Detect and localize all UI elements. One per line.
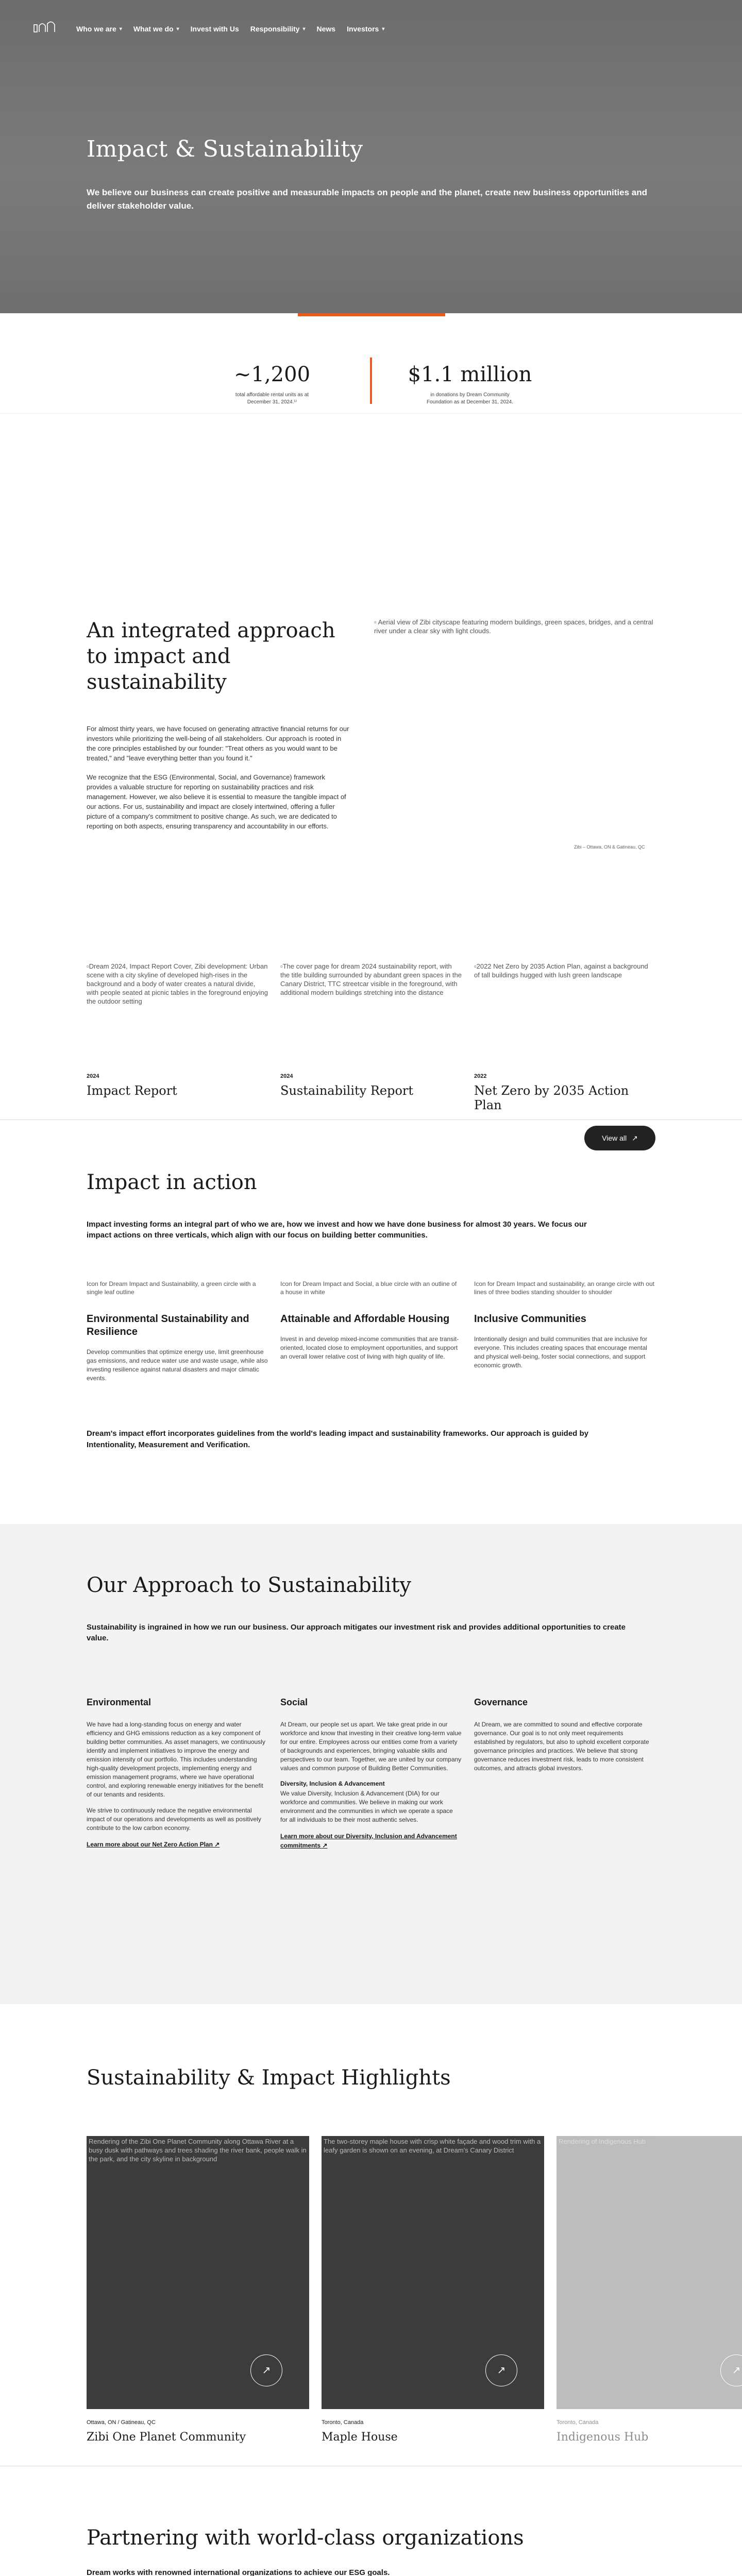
view-all-label: View all: [602, 1134, 627, 1142]
hero-content: [0, 57, 742, 213]
nav-item-investors[interactable]: [347, 25, 384, 33]
image-alt-text: Icon for Dream Impact and sustainability, an orange circle with out lines of three bodies standing shoulder to shoulder: [474, 1280, 654, 1296]
report-card-sustainability[interactable]: [280, 962, 462, 1112]
leaf-icon: [87, 1280, 268, 1302]
net-zero-link[interactable]: [87, 1841, 220, 1848]
column-heading: Environmental: [87, 1697, 151, 1707]
paragraph: For almost thirty years, we have focused on generating attractive financial returns for our investors while prioritizing the well-being of all stakeholders. Our approach is rooted in the core principles established by our founder: "Treat others as you would want to be treated," and "leave everything better than you found it.": [87, 725, 349, 762]
report-image: [474, 962, 655, 1058]
link-label: Learn more about our Diversity, Inclusion and Advancement commitments: [280, 1833, 457, 1849]
stats-row: [0, 363, 742, 406]
highlight-card-zibi[interactable]: [87, 2136, 309, 2444]
accent-bar: [298, 313, 445, 316]
arrow-up-right-icon[interactable]: ↗: [485, 2354, 517, 2386]
approach-columns: [87, 1697, 655, 1850]
highlight-name: Maple House: [322, 2431, 398, 2444]
hero-section: [0, 0, 742, 313]
highlight-image: [556, 2136, 742, 2409]
approach-social: [280, 1697, 462, 1850]
report-card-impact[interactable]: [87, 962, 268, 1112]
arrow-up-right-icon[interactable]: ↗: [250, 2354, 282, 2386]
external-link-icon: ↗: [322, 1842, 328, 1849]
stat-donations: [393, 363, 547, 406]
image-alt-text: Rendering of Indigenous Hub: [559, 2138, 646, 2145]
image-alt-text: Aerial view of Zibi cityscape featuring modern buildings, green spaces, bridges, and a central river under a clear sky with light clouds.: [374, 618, 653, 635]
image-alt-text: Icon for Dream Impact and Sustainability, a green circle with a single leaf outline: [87, 1280, 256, 1296]
integrated-approach-section: [0, 414, 742, 1142]
nav-item-responsibility[interactable]: [250, 25, 306, 33]
arrow-up-right-icon: ↗: [632, 1133, 638, 1142]
highlight-location: Toronto, Canada: [556, 2419, 599, 2426]
image-alt-text: Icon for Dream Impact and Social, a blue circle with an outline of a house in white: [280, 1280, 457, 1296]
highlights-carousel: [87, 2136, 742, 2444]
report-image: [87, 962, 268, 1058]
report-image: [280, 962, 462, 1058]
highlights-section: [0, 2004, 742, 2466]
report-year: 2024: [87, 1073, 99, 1079]
highlight-image: [322, 2136, 544, 2409]
image-alt-text: 2022 Net Zero by 2035 Action Plan, against a background of tall buildings hugged with lush green landscape: [474, 962, 648, 979]
image-alt-text: The cover page for dream 2024 sustainability report, with the title building surrounded by abundant green spaces in the Canary District, TTC streetcar visible in the foreground, with additional modern buildings stretching into the distance: [280, 962, 462, 996]
broken-image-icon: ▫: [87, 962, 89, 970]
paragraph: At Dream, we are committed to sound and effective corporate governance. Our goal is to not only meet requirements established by regulators, but also to uphold excellent corporate governance principles and practices. We believe that strong governance reduces investment risk, leads to more consistent outcomes, and attracts global investors.: [474, 1721, 649, 1772]
stat-affordable-units: [195, 363, 349, 406]
stat-value: ~1,200: [233, 363, 311, 386]
nav-item-news[interactable]: [317, 25, 336, 33]
nav-item-label: News: [316, 25, 336, 33]
stat-value: $1.1 million: [408, 363, 532, 386]
stat-divider: [370, 358, 372, 404]
chevron-down-icon: ▾: [176, 26, 179, 32]
nav-item-invest-with-us[interactable]: [191, 25, 239, 33]
nav-item-who-we-are[interactable]: [76, 25, 122, 33]
pillar-title: Environmental Sustainability and Resilience: [87, 1313, 249, 1337]
dia-link[interactable]: [280, 1833, 457, 1849]
highlight-name: Indigenous Hub: [556, 2431, 649, 2444]
stat-caption: total affordable rental units as at December 31, 2024.¹⁾: [235, 392, 309, 405]
page-title: Impact & Sustainability: [87, 136, 363, 162]
paragraph: We have had a long-standing focus on energy and water efficiency and GHG emissions reduction as a key component of building better communities. As asset managers, we continuously identify and implement initiatives to improve the energy and emission intensity of our portfolio. This includes understanding high-quality development projects, implementing energy and emission management programs, where we have operational control, and exploring renewable energy initiatives for the benefit of our tenants and residents.: [87, 1721, 265, 1798]
house-icon: [280, 1280, 462, 1302]
paragraph: We strive to continuously reduce the negative environmental impact of our operations and developments as well as positively contribute to the low carbon economy.: [87, 1807, 261, 1832]
nav-item-label: What we do: [133, 25, 174, 33]
pillar-housing: [280, 1280, 462, 1383]
pillar-text: Develop communities that optimize energy use, limit greenhouse gas emissions, and reduce water use and waste usage, while also investing resilience against natural disasters and major climatic events.: [87, 1348, 268, 1382]
nav-item-label: Investors: [347, 25, 379, 33]
section-lead: Impact investing forms an integral part of who we are, how we invest and how we have done business for almost 30 years. We focus our impact actions on three verticals, which align with our focus on building better communities.: [87, 1220, 587, 1240]
reports-row: [87, 962, 655, 1112]
column-heading: Social: [280, 1697, 308, 1707]
highlight-location: Toronto, Canada: [322, 2419, 364, 2426]
chevron-down-icon: ▾: [382, 26, 385, 32]
pillar-environmental: [87, 1280, 268, 1383]
pillars-row: [87, 1280, 655, 1383]
approach-governance: [474, 1697, 655, 1850]
paragraph: We recognize that the ESG (Environmental, Social, and Governance) framework provides a valuable structure for reporting on sustainability practices and risk management. However, we also believe it is essential to measure the tangible impact of our actions. For us, sustainability and impact are closely intertwined, offering a fuller picture of a company's commitment to positive change. As such, we are dedicated to reporting on both aspects, ensuring transparency and accountability in our efforts.: [87, 773, 346, 830]
nav-item-what-we-do[interactable]: [133, 25, 179, 33]
arrow-up-right-icon[interactable]: ↗: [720, 2354, 742, 2386]
impact-footnote: Dream's impact effort incorporates guidelines from the world's leading impact and sustainability frameworks. Our approach is guided by Intentionality, Measurement and Verification.: [87, 1429, 589, 1449]
highlight-name: Zibi One Planet Community: [87, 2431, 246, 2444]
section-title: Impact in action: [87, 1171, 257, 1194]
broken-image-icon: ▫: [374, 618, 377, 626]
report-title: Impact Report: [87, 1083, 177, 1098]
section-lead: Dream works with renowned international organizations to achieve our ESG goals.: [87, 2568, 390, 2576]
image-alt-text: The two-storey maple house with crisp white façade and wood trim with a leafy garden is shown on an evening, at Dream's Canary District: [324, 2138, 541, 2154]
dream-logo-icon: [33, 21, 56, 33]
link-label: Learn more about our Net Zero Action Plan: [87, 1841, 213, 1848]
main-nav: [0, 0, 742, 57]
image-alt-text: Dream 2024, Impact Report Cover, Zibi development: Urban scene with a city skyline of developed high-rises in the background and a body of water creates a natural divide, with people seated at picnic tables in the foreground enjoying the outdoor setting: [87, 962, 268, 1005]
nav-items: [76, 21, 384, 33]
nav-item-label: Invest with Us: [190, 25, 239, 33]
pillar-inclusive: [474, 1280, 655, 1383]
report-title: Net Zero by 2035 Action Plan: [474, 1083, 629, 1112]
dream-logo[interactable]: [33, 21, 56, 33]
highlight-card-maple-house[interactable]: [322, 2136, 544, 2444]
pillar-text: Invest in and develop mixed-income communities that are transit-oriented, located close to employment opportunities, and support an overall lower relative cost of living with high quality of life.: [280, 1335, 459, 1360]
highlight-image: [87, 2136, 309, 2409]
image-caption: Zibi – Ottawa, ON & Gatineau, QC: [574, 844, 645, 850]
pillar-title: Attainable and Affordable Housing: [280, 1313, 450, 1325]
impact-in-action-section: [0, 1120, 742, 1524]
report-card-net-zero[interactable]: [474, 962, 655, 1112]
subheading: Diversity, Inclusion & Advancement: [280, 1780, 385, 1787]
section-title: Our Approach to Sustainability: [87, 1573, 411, 1597]
section-title: Sustainability & Impact Highlights: [87, 2066, 451, 2090]
report-year: 2024: [280, 1073, 293, 1079]
pillar-text: Intentionally design and build communities that are inclusive for everyone. This includes creating spaces that encourage mental and physical well-being, foster social connections, and support economic growth.: [474, 1335, 648, 1369]
hero-lead: We believe our business can create positive and measurable impacts on people and the planet, create new business opportunities and deliver stakeholder value.: [87, 188, 647, 211]
chevron-down-icon: ▾: [119, 26, 122, 32]
highlight-location: Ottawa, ON / Gatineau, QC: [87, 2419, 156, 2426]
people-icon: [474, 1280, 655, 1302]
stats-section: [0, 313, 742, 414]
image-alt-text: Rendering of the Zibi One Planet Community along Ottawa River at a busy dusk with pathways and trees shading the river bank, people walk in the park, and the city skyline in background: [89, 2138, 307, 2163]
column-heading: Governance: [474, 1697, 528, 1707]
approach-environmental: [87, 1697, 268, 1850]
nav-item-label: Who we are: [76, 25, 116, 33]
report-title: Sustainability Report: [280, 1083, 414, 1098]
paragraph: At Dream, our people set us apart. We take great pride in our workforce and know that investing in their creative long-term value for our entire. Employees across our entities come from a variety of backgrounds and experiences, bringing valuable skills and perspectives to our team. Together, we are united by our company values and common purpose of Building Better Communities.: [280, 1721, 462, 1772]
pillar-title: Inclusive Communities: [474, 1313, 586, 1325]
stat-caption: in donations by Dream Community Foundation as at December 31, 2024.: [427, 392, 513, 405]
broken-image-icon: ▫: [474, 962, 477, 970]
section-title: Partnering with world-class organizations: [87, 2526, 524, 2550]
integrated-text: [87, 618, 349, 840]
report-year: 2022: [474, 1073, 487, 1079]
section-title: An integrated approach to impact and sustainability: [87, 619, 335, 694]
partners-section: [0, 2466, 742, 2576]
approach-section: [0, 1524, 742, 2004]
section-lead: Sustainability is ingrained in how we run our business. Our approach mitigates our investment risk and provides additional opportunities to create value.: [87, 1623, 626, 1642]
external-link-icon: ↗: [214, 1841, 220, 1848]
nav-item-label: Responsibility: [250, 25, 300, 33]
paragraph: We value Diversity, Inclusion & Advancement (DIA) for our workforce and communities. We believe in making our work environment and the communities in which we operate a space for all individuals to be their most authentic selves.: [280, 1790, 453, 1823]
chevron-down-icon: ▾: [302, 26, 306, 32]
highlight-card-indigenous-hub[interactable]: [556, 2136, 742, 2444]
broken-image-icon: ▫: [280, 962, 283, 970]
zibi-aerial-image: [374, 618, 655, 790]
